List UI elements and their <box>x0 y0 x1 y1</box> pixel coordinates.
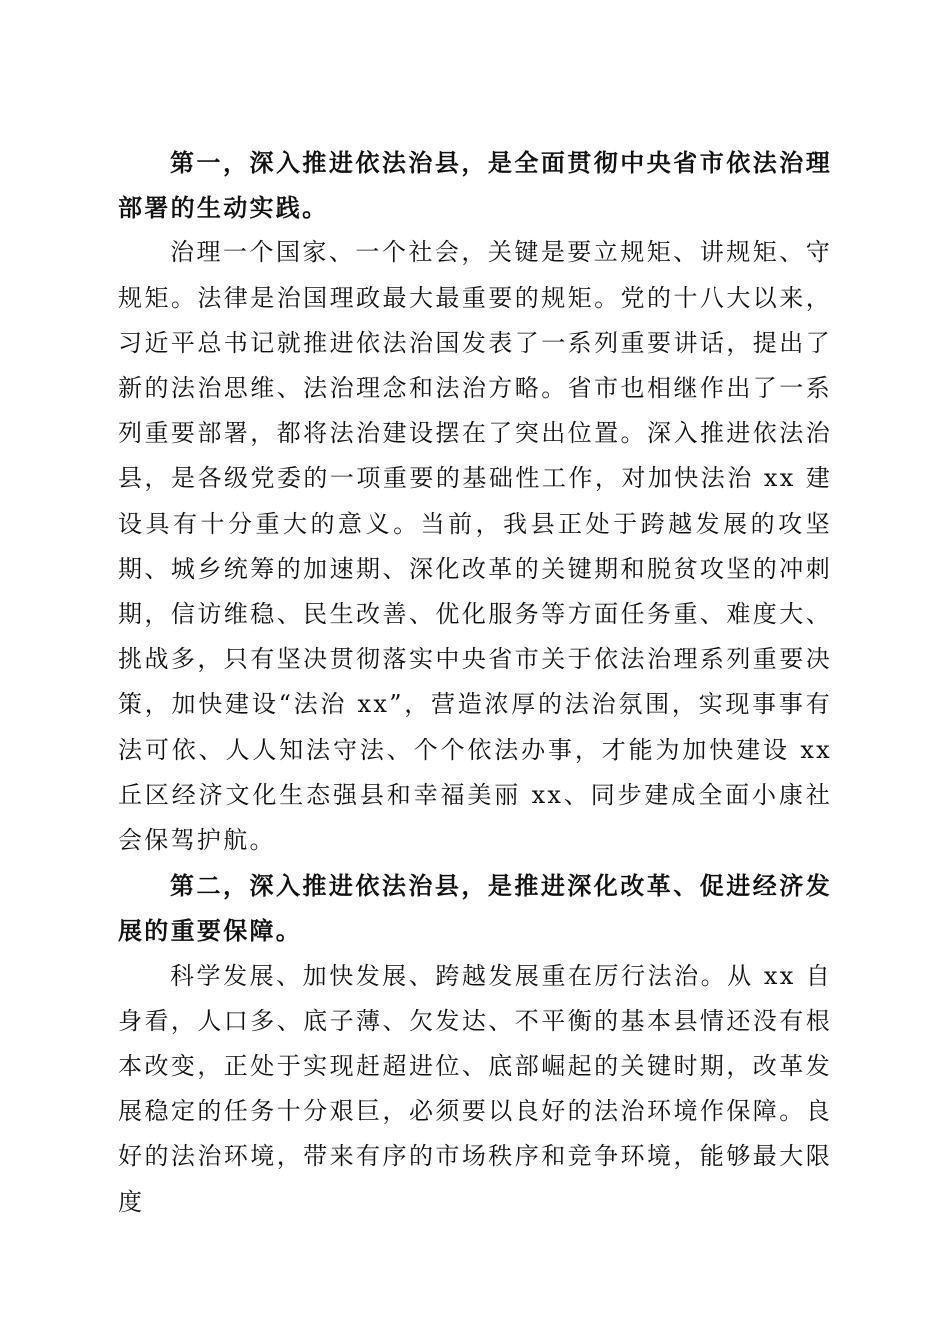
body-paragraph-1: 治理一个国家、一个社会，关键是要立规矩、讲规矩、守规矩。法律是治国理政最大最重要的规矩。党的十八大以来，习近平总书记就推进依法治国发表了一系列重要讲话，提出了新的法治思维、法治理念和法治方略。省市也相继作出了一系列重要部署，都将法治建设摆在了突出位置。深入推进依法治县，是各级党委的一项重要的基础性工作，对加快法治 xx 建设具有十分重大的意义。当前，我县正处于跨越发展的攻坚期、城乡统筹的加速期、深化改革的关键期和脱贫攻坚的冲刺期，信访维稳、民生改善、优化服务等方面任务重、难度大、挑战多，只有坚决贯彻落实中央省市关于依法治理系列重要决策，加快建设“法治 xx”，营造浓厚的法治氛围，实现事事有法可依、人人知法守法、个个依法办事，才能为加快建设 xx 丘区经济文化生态强县和幸福美丽 xx、同步建成全面小康社会保驾护航。 <box>118 238 832 855</box>
body-paragraph-2: 科学发展、加快发展、跨越发展重在厉行法治。从 xx 自身看，人口多、底子薄、欠发达、不平衡的基本县情还没有根本改变，正处于实现赶超进位、底部崛起的关键时期，改革发展稳定的任务十分艰巨，必须要以良好的法治环境作保障。良好的法治环境，带来有序的市场秩序和竞争环境，能够最大限度 <box>118 961 832 1216</box>
section-heading-1: 第一，深入推进依法治县，是全面贯彻中央省市依法治理部署的生动实践。 <box>118 148 832 223</box>
document-page <box>118 140 832 1225</box>
section-heading-2: 第二，深入推进依法治县，是推进深化改革、促进经济发展的重要保障。 <box>118 871 832 946</box>
